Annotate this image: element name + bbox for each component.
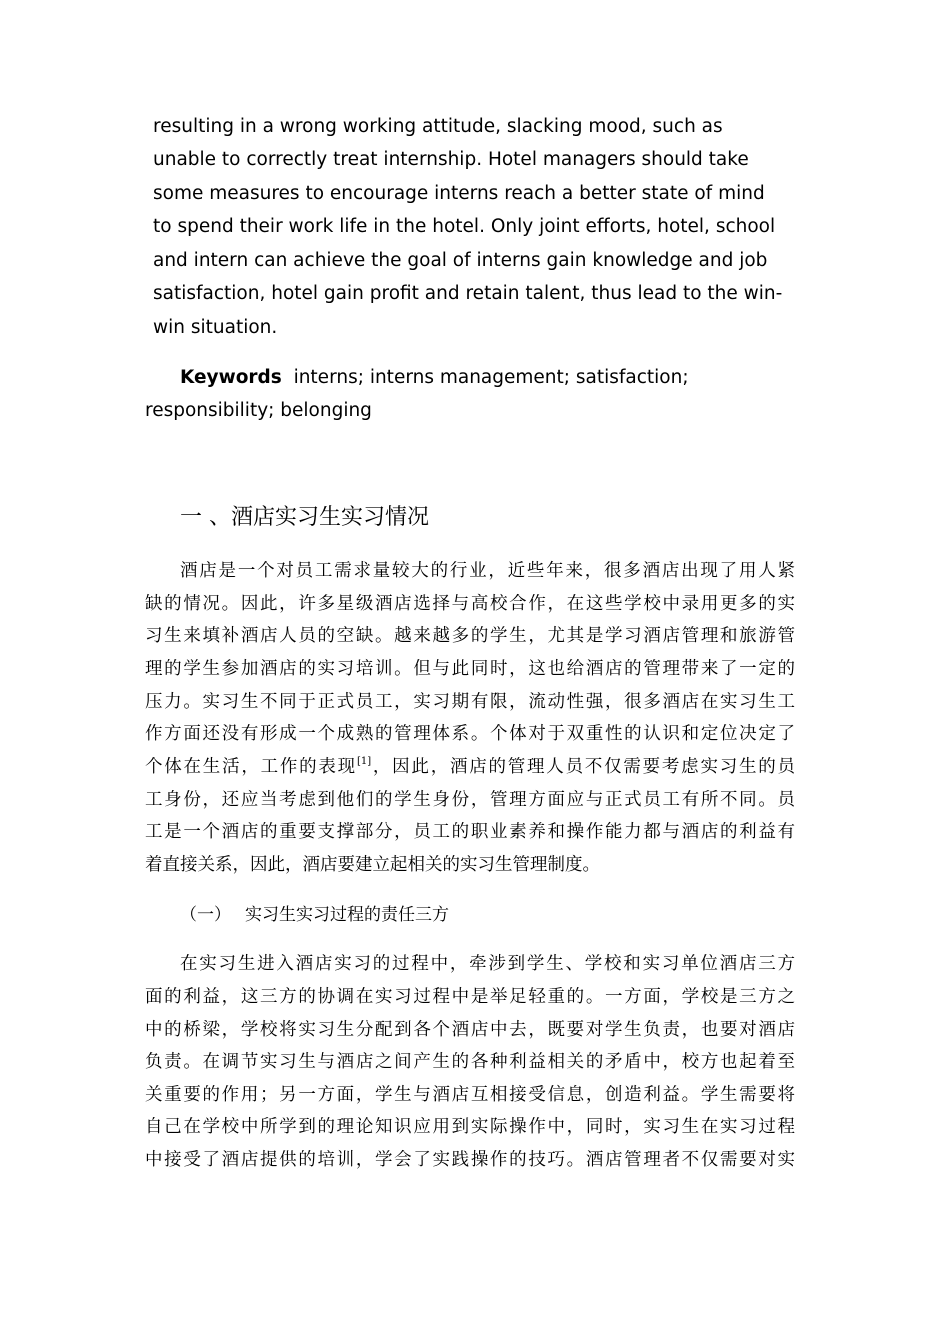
keywords-list: interns; interns management; satisfaction;	[293, 367, 689, 388]
subsection-number: （一）	[180, 905, 231, 925]
paragraph-line: 着直接关系，因此，酒店要建立起相关的实习生管理制度。	[145, 855, 600, 875]
paragraph-line: 压力。实习生不同于正式员工，实习期有限，流动性强，很多酒店在实习生工	[145, 692, 795, 712]
subsection-heading	[180, 898, 449, 932]
paragraph-line: 习生来填补酒店人员的空缺。越来越多的学生，尤其是学习酒店管理和旅游管	[145, 626, 795, 646]
paragraph-line: 工是一个酒店的重要支撑部分，员工的职业素养和操作能力都与酒店的利益有	[145, 822, 795, 842]
citation-marker[interactable]: [1]	[356, 756, 372, 767]
paragraph-line: 工身份，还应当考虑到他们的学生身份，管理方面应与正式员工有所不同。员	[145, 790, 795, 810]
paragraph-line: 自己在学校中所学到的理论知识应用到实际操作中，同时，实习生在实习过程	[145, 1117, 795, 1137]
paragraph-text: ，因此，酒店的管理人员不仅需要考虑实习生的员	[371, 757, 796, 777]
abstract-line: resulting in a wrong working attitude, slacking mood, such as	[153, 116, 723, 137]
paragraph-line: 缺的情况。因此，许多星级酒店选择与高校合作，在这些学校中录用更多的实	[145, 594, 795, 614]
paragraph-line: 理的学生参加酒店的实习培训。但与此同时，这也给酒店的管理带来了一定的	[145, 659, 795, 679]
paragraph-line	[145, 751, 795, 783]
abstract-line: satisfaction, hotel gain profit and retain talent, thus lead to the win-	[153, 283, 783, 304]
abstract-line: some measures to encourage interns reach a better state of mind	[153, 183, 765, 204]
paragraph-line: 中接受了酒店提供的培训，学会了实践操作的技巧。酒店管理者不仅需要对实	[145, 1150, 795, 1170]
section-heading: 一 、酒店实习生实习情况	[180, 505, 429, 530]
abstract-line: win situation.	[153, 317, 278, 338]
keywords-line-2: responsibility; belonging	[145, 400, 372, 421]
paragraph-line: 酒店是一个对员工需求量较大的行业，近些年来，很多酒店出现了用人紧	[180, 561, 795, 581]
keywords-line-1	[180, 361, 689, 395]
abstract-line: and intern can achieve the goal of interns gain knowledge and job	[153, 250, 768, 271]
abstract-line: to spend their work life in the hotel. Only joint efforts, hotel, school	[153, 216, 776, 237]
paragraph-line: 作方面还没有形成一个成熟的管理体系。个体对于双重性的认识和定位决定了	[145, 724, 795, 744]
abstract-line: unable to correctly treat internship. Hotel managers should take	[153, 149, 749, 170]
paragraph-line: 负责。在调节实习生与酒店之间产生的各种利益相关的矛盾中，校方也起着至	[145, 1052, 795, 1072]
paragraph-line: 关重要的作用；另一方面，学生与酒店互相接受信息，创造利益。学生需要将	[145, 1085, 795, 1105]
paragraph-line: 面的利益，这三方的协调在实习过程中是举足轻重的。一方面，学校是三方之	[145, 987, 795, 1007]
paragraph-line: 中的桥梁，学校将实习生分配到各个酒店中去，既要对学生负责，也要对酒店	[145, 1020, 795, 1040]
paragraph-text: 个体在生活，工作的表现	[145, 757, 357, 777]
subsection-title: 实习生实习过程的责任三方	[245, 905, 449, 925]
keywords-label: Keywords	[180, 367, 282, 388]
paragraph-line: 在实习生进入酒店实习的过程中，牵涉到学生、学校和实习单位酒店三方	[180, 954, 795, 974]
